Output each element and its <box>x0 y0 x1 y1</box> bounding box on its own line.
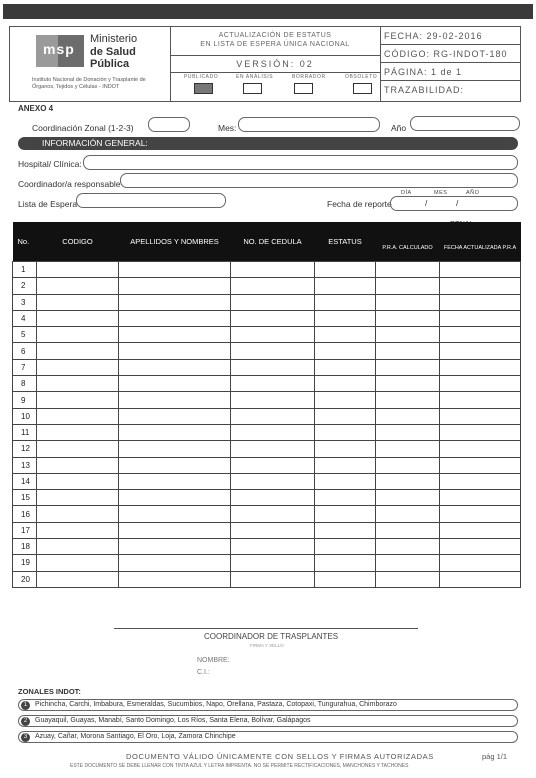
zone-3 <box>18 731 518 743</box>
mes-small-label: MES <box>434 190 448 196</box>
date-separator-2: / <box>456 198 459 208</box>
col-pra-calculado: P.R.A. CALCULADO <box>376 222 440 262</box>
table-cell[interactable] <box>119 539 231 555</box>
table-cell[interactable] <box>37 294 119 310</box>
analisis-checkbox[interactable] <box>243 83 262 94</box>
row-number: 15 <box>13 490 37 506</box>
table-cell[interactable] <box>376 555 440 571</box>
logo-text: msp <box>43 41 75 57</box>
table-cell[interactable] <box>315 278 376 294</box>
ministry-line1: Ministerio <box>90 33 138 45</box>
col-estatus: ESTATUS <box>315 222 376 262</box>
document-header <box>9 26 521 102</box>
table-row <box>13 376 521 392</box>
ministry-line2: de Salud Pública <box>90 46 136 70</box>
col-apellidos: APELLIDOS Y NOMBRES <box>119 222 231 262</box>
zone-3-number: 3 <box>21 733 30 742</box>
table-cell[interactable] <box>376 506 440 522</box>
table-row <box>13 506 521 522</box>
table-cell[interactable] <box>315 327 376 343</box>
table-cell[interactable] <box>315 310 376 326</box>
coordinacion-label: Coordinación Zonal (1-2-3) <box>32 123 134 133</box>
table-cell[interactable] <box>119 506 231 522</box>
table-cell[interactable] <box>231 522 315 538</box>
table-cell[interactable] <box>440 262 521 278</box>
table-cell[interactable] <box>376 294 440 310</box>
info-general-band: INFORMACIÓN GENERAL: <box>18 137 518 150</box>
table-cell[interactable] <box>231 539 315 555</box>
table-cell[interactable] <box>119 424 231 440</box>
coordinacion-field[interactable] <box>148 117 190 132</box>
table-row <box>13 343 521 359</box>
row-number: 1 <box>13 262 37 278</box>
title-line1: ACTUALIZACIÓN DE ESTATUS <box>218 32 332 39</box>
table-cell[interactable] <box>119 522 231 538</box>
footer-main: DOCUMENTO VÁLIDO ÚNICAMENTE CON SELLOS Y FIRMAS AUTORIZADAS <box>126 752 434 761</box>
table-cell[interactable] <box>315 571 376 587</box>
row-number: 17 <box>13 522 37 538</box>
table-cell[interactable] <box>376 359 440 375</box>
table-cell[interactable] <box>231 424 315 440</box>
table-cell[interactable] <box>37 539 119 555</box>
table-cell[interactable] <box>119 571 231 587</box>
table-row <box>13 522 521 538</box>
table-cell[interactable] <box>315 555 376 571</box>
row-number: 8 <box>13 376 37 392</box>
table-cell[interactable] <box>119 457 231 473</box>
table-cell[interactable] <box>376 571 440 587</box>
table-row <box>13 539 521 555</box>
zone-1 <box>18 699 518 711</box>
table-cell[interactable] <box>315 359 376 375</box>
signature-sub: FIRMA Y SELLO <box>250 643 284 648</box>
row-number: 11 <box>13 424 37 440</box>
row-number: 12 <box>13 441 37 457</box>
table-cell[interactable] <box>231 473 315 489</box>
trazabilidad: TRAZABILIDAD: <box>384 85 465 95</box>
table-cell[interactable] <box>315 522 376 538</box>
logo-cell <box>10 27 171 101</box>
table-cell[interactable] <box>315 441 376 457</box>
table-cell[interactable] <box>119 343 231 359</box>
table-cell[interactable] <box>376 310 440 326</box>
table-cell[interactable] <box>37 490 119 506</box>
zone-1-number: 1 <box>21 701 30 710</box>
table-cell[interactable] <box>37 441 119 457</box>
table-cell[interactable] <box>376 262 440 278</box>
zone-2-number: 2 <box>21 717 30 726</box>
col-fecha-pra: FECHA ACTUALIZADA P.R.A <box>440 222 521 262</box>
table-cell[interactable] <box>440 408 521 424</box>
table-cell[interactable] <box>37 424 119 440</box>
signature-title: COORDINADOR DE TRASPLANTES <box>204 632 339 641</box>
table-cell[interactable] <box>37 408 119 424</box>
table-cell[interactable] <box>440 571 521 587</box>
status-label-obsoleto: OBSOLETO <box>345 74 378 80</box>
patients-table <box>12 222 521 588</box>
table-cell[interactable] <box>440 539 521 555</box>
table-cell[interactable] <box>37 571 119 587</box>
table-cell[interactable] <box>231 506 315 522</box>
table-cell[interactable] <box>231 327 315 343</box>
table-cell[interactable] <box>37 359 119 375</box>
zone-3-text: Azuay, Cañar, Morona Santiago, El Oro, Loja, Zamora Chinchipe <box>35 733 236 740</box>
table-cell[interactable] <box>440 424 521 440</box>
zone-2-text: Guayaquil, Guayas, Manabí, Santo Domingo, Los Ríos, Santa Elena, Bolívar, Galápagos <box>35 717 311 724</box>
table-row <box>13 310 521 326</box>
publicado-checkbox[interactable] <box>194 83 213 94</box>
table-cell[interactable] <box>376 522 440 538</box>
row-number: 18 <box>13 539 37 555</box>
table-row <box>13 359 521 375</box>
codigo: CÓDIGO: RG-INDOT-180 <box>380 45 520 63</box>
lista-label: Lista de Espera <box>18 199 78 209</box>
table-cell[interactable] <box>119 359 231 375</box>
title-line2: EN LISTA DE ESPERA ÚNICA NACIONAL <box>200 41 350 48</box>
col-codigo: CODIGO <box>37 222 119 262</box>
table-cell[interactable] <box>37 392 119 408</box>
table-cell[interactable] <box>119 490 231 506</box>
table-cell[interactable] <box>315 424 376 440</box>
table-cell[interactable] <box>315 262 376 278</box>
table-cell[interactable] <box>376 376 440 392</box>
table-cell[interactable] <box>231 571 315 587</box>
table-cell[interactable] <box>119 376 231 392</box>
table-cell[interactable] <box>231 310 315 326</box>
hospital-field[interactable] <box>83 155 518 170</box>
table-cell[interactable] <box>315 343 376 359</box>
table-cell[interactable] <box>440 441 521 457</box>
table-cell[interactable] <box>37 343 119 359</box>
table-cell[interactable] <box>231 278 315 294</box>
table-cell[interactable] <box>119 327 231 343</box>
table-cell[interactable] <box>119 441 231 457</box>
table-cell[interactable] <box>37 506 119 522</box>
row-number: 2 <box>13 278 37 294</box>
status-label-analisis: EN ANÁLISIS <box>236 74 274 80</box>
table-cell[interactable] <box>231 359 315 375</box>
dia-label: DÍA <box>401 190 412 196</box>
table-cell[interactable] <box>119 310 231 326</box>
zones-title: ZONALES INDOT: <box>18 687 81 696</box>
table-cell[interactable] <box>315 392 376 408</box>
row-number: 19 <box>13 555 37 571</box>
table-cell[interactable] <box>119 555 231 571</box>
table-cell[interactable] <box>231 376 315 392</box>
row-number: 13 <box>13 457 37 473</box>
row-number: 6 <box>13 343 37 359</box>
table-row <box>13 424 521 440</box>
table-cell[interactable] <box>37 522 119 538</box>
table-row <box>13 441 521 457</box>
table-cell[interactable] <box>315 539 376 555</box>
table-row <box>13 278 521 294</box>
table-cell[interactable] <box>440 473 521 489</box>
title-cell <box>170 27 381 101</box>
table-row <box>13 571 521 587</box>
table-cell[interactable] <box>376 392 440 408</box>
table-cell[interactable] <box>376 408 440 424</box>
table-row <box>13 262 521 278</box>
table-cell[interactable] <box>315 408 376 424</box>
table-header-row <box>13 222 521 262</box>
fecha-reporte-field[interactable] <box>390 196 518 211</box>
table-cell[interactable] <box>376 343 440 359</box>
table-cell[interactable] <box>37 555 119 571</box>
row-number: 5 <box>13 327 37 343</box>
table-cell[interactable] <box>376 424 440 440</box>
anexo-label: ANEXO 4 <box>18 104 54 113</box>
zone-2 <box>18 715 518 727</box>
row-number: 4 <box>13 310 37 326</box>
col-cedula: NO. DE CEDULA <box>231 222 315 262</box>
table-cell[interactable] <box>440 359 521 375</box>
table-cell[interactable] <box>376 441 440 457</box>
ci-label: C.I.: <box>197 669 210 676</box>
table-cell[interactable] <box>376 490 440 506</box>
table-cell[interactable] <box>231 555 315 571</box>
row-number: 20 <box>13 571 37 587</box>
table-cell[interactable] <box>119 294 231 310</box>
table-cell[interactable] <box>440 392 521 408</box>
status-label-borrador: BORRADOR <box>292 74 326 80</box>
nombre-label: NOMBRE: <box>197 657 230 664</box>
zone-1-text: Pichincha, Carchi, Imbabura, Esmeraldas, Sucumbios, Napo, Orellana, Pastaza, Cotopaxi, Tungurahua, Chimborazo <box>35 701 397 708</box>
coordinador-label: Coordinador/a responsable <box>18 179 121 189</box>
date-separator-1: / <box>425 198 428 208</box>
table-cell[interactable] <box>37 310 119 326</box>
row-number: 10 <box>13 408 37 424</box>
version: VERSIÓN: 02 <box>170 55 380 73</box>
fecha-reporte-label: Fecha de reporte <box>327 199 392 209</box>
table-row <box>13 408 521 424</box>
table-cell[interactable] <box>315 506 376 522</box>
meta-cell <box>380 27 520 101</box>
table-cell[interactable] <box>119 278 231 294</box>
table-cell[interactable] <box>440 506 521 522</box>
pagina: PÁGINA: 1 de 1 <box>380 63 520 81</box>
mes-field[interactable] <box>238 117 380 132</box>
table-cell[interactable] <box>440 490 521 506</box>
mes-label: Mes: <box>218 123 237 133</box>
coordinador-field[interactable] <box>120 173 518 188</box>
table-cell[interactable] <box>231 457 315 473</box>
table-cell[interactable] <box>440 555 521 571</box>
table-cell[interactable] <box>231 408 315 424</box>
table-row <box>13 327 521 343</box>
table-cell[interactable] <box>440 327 521 343</box>
table-cell[interactable] <box>119 262 231 278</box>
signature-line <box>114 628 418 629</box>
table-cell[interactable] <box>37 327 119 343</box>
table-row <box>13 473 521 489</box>
table-cell[interactable] <box>315 490 376 506</box>
table-cell[interactable] <box>315 294 376 310</box>
table-row <box>13 490 521 506</box>
institute-name: Instituto Nacional de Donación y Trasplante de Órganos, Tejidos y Células - INDOT <box>32 77 146 90</box>
table-cell[interactable] <box>119 473 231 489</box>
table-cell[interactable] <box>231 294 315 310</box>
table-cell[interactable] <box>231 343 315 359</box>
row-number: 9 <box>13 392 37 408</box>
table-cell[interactable] <box>440 522 521 538</box>
table-cell[interactable] <box>440 457 521 473</box>
row-number: 16 <box>13 506 37 522</box>
table-cell[interactable] <box>119 408 231 424</box>
table-row <box>13 294 521 310</box>
table-cell[interactable] <box>231 441 315 457</box>
table-cell[interactable] <box>119 392 231 408</box>
footer-page: pág 1/1 <box>482 752 508 761</box>
table-cell[interactable] <box>37 473 119 489</box>
row-number: 14 <box>13 473 37 489</box>
table-row <box>13 457 521 473</box>
row-number: 3 <box>13 294 37 310</box>
table-cell[interactable] <box>376 278 440 294</box>
lista-field[interactable] <box>76 193 226 208</box>
table-cell[interactable] <box>376 473 440 489</box>
table-cell[interactable] <box>37 457 119 473</box>
row-number: 7 <box>13 359 37 375</box>
table-cell[interactable] <box>440 294 521 310</box>
table-cell[interactable] <box>440 278 521 294</box>
footer-note: ESTE DOCUMENTO SE DEBE LLENAR CON TINTA AZUL Y LETRA IMPRENTA. NO SE PERMITE RECTIFICACIONES, MANCHONES Y TACHONES <box>70 763 409 769</box>
table-cell[interactable] <box>231 490 315 506</box>
table-cell[interactable] <box>231 262 315 278</box>
table-row <box>13 555 521 571</box>
table-cell[interactable] <box>231 392 315 408</box>
fecha: FECHA: 29-02-2016 <box>380 27 520 45</box>
top-bar <box>3 4 533 19</box>
table-cell[interactable] <box>315 376 376 392</box>
table-cell[interactable] <box>440 376 521 392</box>
table-row <box>13 392 521 408</box>
anio-small-label: AÑO <box>466 190 480 196</box>
table-cell[interactable] <box>37 376 119 392</box>
table-cell[interactable] <box>440 343 521 359</box>
col-no: No. <box>13 222 37 262</box>
table-cell[interactable] <box>315 473 376 489</box>
table-cell[interactable] <box>37 278 119 294</box>
table-cell[interactable] <box>376 457 440 473</box>
table-cell[interactable] <box>376 327 440 343</box>
borrador-checkbox[interactable] <box>294 83 313 94</box>
anio-field[interactable] <box>410 116 520 131</box>
table-cell[interactable] <box>315 457 376 473</box>
table-cell[interactable] <box>376 539 440 555</box>
table-cell[interactable] <box>37 262 119 278</box>
anio-label: Año <box>391 123 407 133</box>
table-cell[interactable] <box>440 310 521 326</box>
hospital-label: Hospital/ Clínica: <box>18 159 82 169</box>
obsoleto-checkbox[interactable] <box>353 83 372 94</box>
status-label-publicado: PUBLICADO <box>184 74 219 80</box>
